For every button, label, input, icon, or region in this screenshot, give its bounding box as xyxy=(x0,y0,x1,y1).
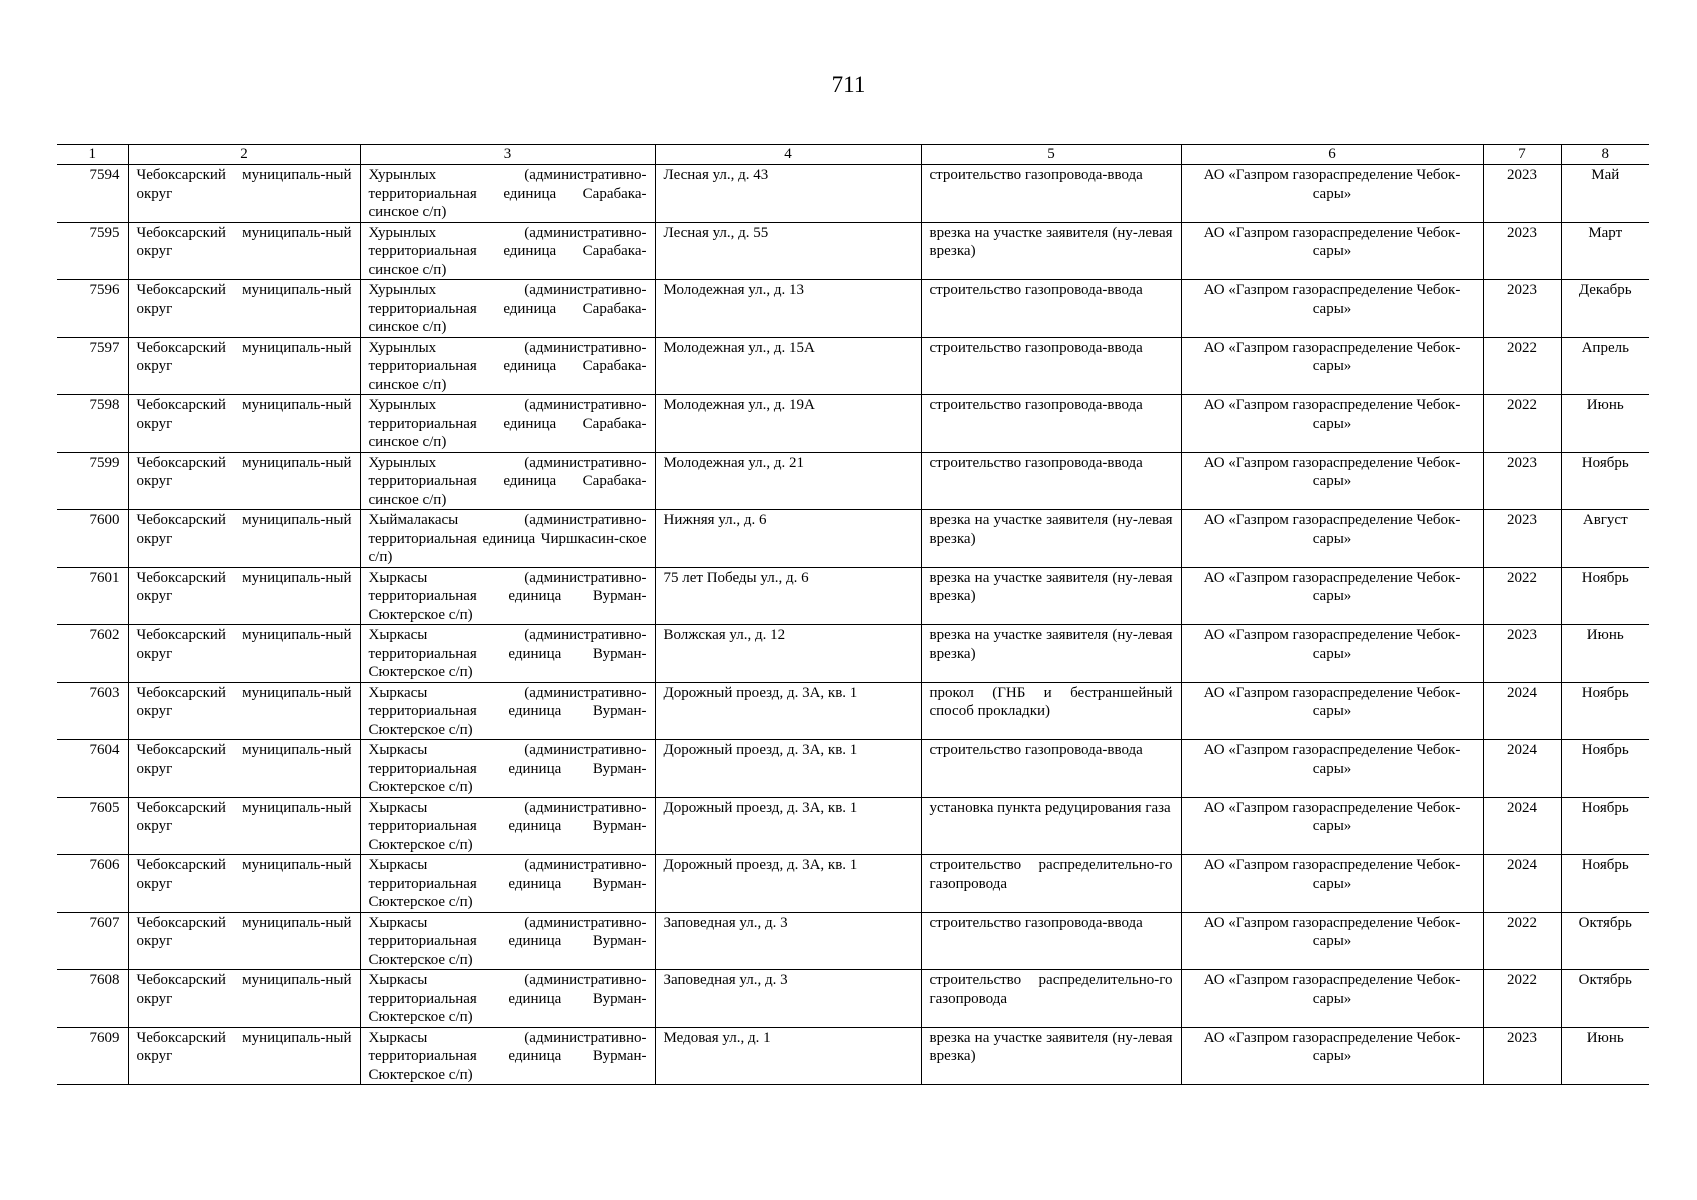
organization-cell: АО «Газпром газораспределение Чебок-сары» xyxy=(1181,855,1483,913)
header-col-8: 8 xyxy=(1561,145,1649,165)
work-type-cell: врезка на участке заявителя (ну-левая врезка) xyxy=(921,510,1181,568)
settlement-cell: Хыркасы (административно-территориальная единица Вурман-Сюктерское с/п) xyxy=(360,682,655,740)
row-number: 7606 xyxy=(57,855,128,913)
address-cell: Дорожный проезд, д. 3А, кв. 1 xyxy=(655,855,921,913)
work-type-cell: прокол (ГНБ и бестраншейный способ прокладки) xyxy=(921,682,1181,740)
month-cell: Ноябрь xyxy=(1561,740,1649,798)
row-number: 7603 xyxy=(57,682,128,740)
work-type-cell: строительство распределительно-го газопровода xyxy=(921,970,1181,1028)
year-cell: 2023 xyxy=(1483,510,1561,568)
table-body xyxy=(57,165,1649,1085)
month-cell: Август xyxy=(1561,510,1649,568)
row-number: 7608 xyxy=(57,970,128,1028)
month-cell: Июнь xyxy=(1561,1027,1649,1085)
registry-table xyxy=(57,144,1649,1085)
header-col-7: 7 xyxy=(1483,145,1561,165)
month-cell: Ноябрь xyxy=(1561,567,1649,625)
address-cell: Дорожный проезд, д. 3А, кв. 1 xyxy=(655,682,921,740)
month-cell: Октябрь xyxy=(1561,912,1649,970)
work-type-cell: строительство газопровода-ввода xyxy=(921,452,1181,510)
header-col-3: 3 xyxy=(360,145,655,165)
district-cell: Чебоксарский муниципаль-ный округ xyxy=(128,797,360,855)
year-cell: 2022 xyxy=(1483,337,1561,395)
year-cell: 2024 xyxy=(1483,682,1561,740)
month-cell: Ноябрь xyxy=(1561,682,1649,740)
month-cell: Ноябрь xyxy=(1561,452,1649,510)
work-type-cell: строительство газопровода-ввода xyxy=(921,912,1181,970)
address-cell: Медовая ул., д. 1 xyxy=(655,1027,921,1085)
header-row xyxy=(57,145,1649,165)
month-cell: Ноябрь xyxy=(1561,797,1649,855)
row-number: 7598 xyxy=(57,395,128,453)
address-cell: Молодежная ул., д. 15А xyxy=(655,337,921,395)
settlement-cell: Хыркасы (административно-территориальная единица Вурман-Сюктерское с/п) xyxy=(360,912,655,970)
district-cell: Чебоксарский муниципаль-ный округ xyxy=(128,1027,360,1085)
address-cell: 75 лет Победы ул., д. 6 xyxy=(655,567,921,625)
year-cell: 2022 xyxy=(1483,567,1561,625)
row-number: 7607 xyxy=(57,912,128,970)
row-number: 7605 xyxy=(57,797,128,855)
header-col-4: 4 xyxy=(655,145,921,165)
work-type-cell: врезка на участке заявителя (ну-левая врезка) xyxy=(921,567,1181,625)
table-row xyxy=(57,395,1649,453)
row-number: 7594 xyxy=(57,165,128,223)
header-col-5: 5 xyxy=(921,145,1181,165)
organization-cell: АО «Газпром газораспределение Чебок-сары» xyxy=(1181,970,1483,1028)
work-type-cell: врезка на участке заявителя (ну-левая врезка) xyxy=(921,625,1181,683)
organization-cell: АО «Газпром газораспределение Чебок-сары» xyxy=(1181,222,1483,280)
month-cell: Март xyxy=(1561,222,1649,280)
row-number: 7602 xyxy=(57,625,128,683)
district-cell: Чебоксарский муниципаль-ный округ xyxy=(128,912,360,970)
table-row xyxy=(57,1027,1649,1085)
work-type-cell: врезка на участке заявителя (ну-левая врезка) xyxy=(921,222,1181,280)
address-cell: Нижняя ул., д. 6 xyxy=(655,510,921,568)
settlement-cell: Хурынлых (административно-территориальная единица Сарабака-синское с/п) xyxy=(360,222,655,280)
year-cell: 2023 xyxy=(1483,280,1561,338)
work-type-cell: строительство газопровода-ввода xyxy=(921,395,1181,453)
page-number: 711 xyxy=(831,72,866,97)
organization-cell: АО «Газпром газораспределение Чебок-сары» xyxy=(1181,280,1483,338)
address-cell: Молодежная ул., д. 21 xyxy=(655,452,921,510)
settlement-cell: Хыркасы (административно-территориальная единица Вурман-Сюктерское с/п) xyxy=(360,625,655,683)
address-cell: Молодежная ул., д. 13 xyxy=(655,280,921,338)
district-cell: Чебоксарский муниципаль-ный округ xyxy=(128,280,360,338)
row-number: 7600 xyxy=(57,510,128,568)
district-cell: Чебоксарский муниципаль-ный округ xyxy=(128,970,360,1028)
month-cell: Июнь xyxy=(1561,625,1649,683)
organization-cell: АО «Газпром газораспределение Чебок-сары» xyxy=(1181,682,1483,740)
work-type-cell: строительство распределительно-го газопровода xyxy=(921,855,1181,913)
settlement-cell: Хыркасы (административно-территориальная единица Вурман-Сюктерское с/п) xyxy=(360,740,655,798)
address-cell: Молодежная ул., д. 19А xyxy=(655,395,921,453)
organization-cell: АО «Газпром газораспределение Чебок-сары» xyxy=(1181,912,1483,970)
year-cell: 2023 xyxy=(1483,625,1561,683)
table-row xyxy=(57,740,1649,798)
work-type-cell: установка пункта редуцирования газа xyxy=(921,797,1181,855)
organization-cell: АО «Газпром газораспределение Чебок-сары» xyxy=(1181,797,1483,855)
organization-cell: АО «Газпром газораспределение Чебок-сары» xyxy=(1181,337,1483,395)
district-cell: Чебоксарский муниципаль-ный округ xyxy=(128,395,360,453)
table-row xyxy=(57,510,1649,568)
month-cell: Май xyxy=(1561,165,1649,223)
district-cell: Чебоксарский муниципаль-ный округ xyxy=(128,855,360,913)
row-number: 7596 xyxy=(57,280,128,338)
address-cell: Дорожный проезд, д. 3А, кв. 1 xyxy=(655,740,921,798)
work-type-cell: строительство газопровода-ввода xyxy=(921,740,1181,798)
table-row xyxy=(57,222,1649,280)
settlement-cell: Хыркасы (административно-территориальная единица Вурман-Сюктерское с/п) xyxy=(360,567,655,625)
settlement-cell: Хурынлых (административно-территориальная единица Сарабака-синское с/п) xyxy=(360,337,655,395)
address-cell: Заповедная ул., д. 3 xyxy=(655,970,921,1028)
address-cell: Лесная ул., д. 55 xyxy=(655,222,921,280)
settlement-cell: Хыркасы (административно-территориальная единица Вурман-Сюктерское с/п) xyxy=(360,1027,655,1085)
settlement-cell: Хурынлых (административно-территориальная единица Сарабака-синское с/п) xyxy=(360,165,655,223)
work-type-cell: врезка на участке заявителя (ну-левая врезка) xyxy=(921,1027,1181,1085)
organization-cell: АО «Газпром газораспределение Чебок-сары» xyxy=(1181,395,1483,453)
month-cell: Декабрь xyxy=(1561,280,1649,338)
month-cell: Октябрь xyxy=(1561,970,1649,1028)
organization-cell: АО «Газпром газораспределение Чебок-сары» xyxy=(1181,165,1483,223)
address-cell: Лесная ул., д. 43 xyxy=(655,165,921,223)
year-cell: 2022 xyxy=(1483,395,1561,453)
district-cell: Чебоксарский муниципаль-ный округ xyxy=(128,222,360,280)
settlement-cell: Хурынлых (административно-территориальная единица Сарабака-синское с/п) xyxy=(360,452,655,510)
settlement-cell: Хыймалакасы (административно-территориальная единица Чиршкасин-ское с/п) xyxy=(360,510,655,568)
year-cell: 2023 xyxy=(1483,452,1561,510)
address-cell: Дорожный проезд, д. 3А, кв. 1 xyxy=(655,797,921,855)
settlement-cell: Хыркасы (административно-территориальная единица Вурман-Сюктерское с/п) xyxy=(360,855,655,913)
table-row xyxy=(57,970,1649,1028)
table-row xyxy=(57,797,1649,855)
organization-cell: АО «Газпром газораспределение Чебок-сары» xyxy=(1181,625,1483,683)
table-header xyxy=(57,145,1649,165)
organization-cell: АО «Газпром газораспределение Чебок-сары» xyxy=(1181,452,1483,510)
district-cell: Чебоксарский муниципаль-ный округ xyxy=(128,567,360,625)
year-cell: 2024 xyxy=(1483,740,1561,798)
month-cell: Апрель xyxy=(1561,337,1649,395)
row-number: 7599 xyxy=(57,452,128,510)
district-cell: Чебоксарский муниципаль-ный округ xyxy=(128,682,360,740)
district-cell: Чебоксарский муниципаль-ный округ xyxy=(128,337,360,395)
settlement-cell: Хурынлых (административно-территориальная единица Сарабака-синское с/п) xyxy=(360,395,655,453)
year-cell: 2023 xyxy=(1483,165,1561,223)
organization-cell: АО «Газпром газораспределение Чебок-сары» xyxy=(1181,1027,1483,1085)
settlement-cell: Хыркасы (административно-территориальная единица Вурман-Сюктерское с/п) xyxy=(360,970,655,1028)
year-cell: 2022 xyxy=(1483,970,1561,1028)
organization-cell: АО «Газпром газораспределение Чебок-сары» xyxy=(1181,510,1483,568)
year-cell: 2024 xyxy=(1483,855,1561,913)
year-cell: 2023 xyxy=(1483,222,1561,280)
table-row xyxy=(57,567,1649,625)
district-cell: Чебоксарский муниципаль-ный округ xyxy=(128,740,360,798)
district-cell: Чебоксарский муниципаль-ный округ xyxy=(128,165,360,223)
settlement-cell: Хурынлых (административно-территориальная единица Сарабака-синское с/п) xyxy=(360,280,655,338)
table-row xyxy=(57,452,1649,510)
table-row xyxy=(57,912,1649,970)
table-row xyxy=(57,855,1649,913)
organization-cell: АО «Газпром газораспределение Чебок-сары» xyxy=(1181,567,1483,625)
header-col-2: 2 xyxy=(128,145,360,165)
organization-cell: АО «Газпром газораспределение Чебок-сары» xyxy=(1181,740,1483,798)
address-cell: Заповедная ул., д. 3 xyxy=(655,912,921,970)
table-row xyxy=(57,682,1649,740)
district-cell: Чебоксарский муниципаль-ный округ xyxy=(128,452,360,510)
settlement-cell: Хыркасы (административно-территориальная единица Вурман-Сюктерское с/п) xyxy=(360,797,655,855)
work-type-cell: строительство газопровода-ввода xyxy=(921,337,1181,395)
table-row xyxy=(57,280,1649,338)
row-number: 7601 xyxy=(57,567,128,625)
year-cell: 2024 xyxy=(1483,797,1561,855)
header-col-1: 1 xyxy=(57,145,128,165)
district-cell: Чебоксарский муниципаль-ный округ xyxy=(128,510,360,568)
month-cell: Ноябрь xyxy=(1561,855,1649,913)
row-number: 7595 xyxy=(57,222,128,280)
district-cell: Чебоксарский муниципаль-ный округ xyxy=(128,625,360,683)
work-type-cell: строительство газопровода-ввода xyxy=(921,280,1181,338)
row-number: 7597 xyxy=(57,337,128,395)
address-cell: Волжская ул., д. 12 xyxy=(655,625,921,683)
header-col-6: 6 xyxy=(1181,145,1483,165)
work-type-cell: строительство газопровода-ввода xyxy=(921,165,1181,223)
row-number: 7604 xyxy=(57,740,128,798)
table-row xyxy=(57,337,1649,395)
year-cell: 2023 xyxy=(1483,1027,1561,1085)
month-cell: Июнь xyxy=(1561,395,1649,453)
row-number: 7609 xyxy=(57,1027,128,1085)
table-row xyxy=(57,165,1649,223)
year-cell: 2022 xyxy=(1483,912,1561,970)
table-row xyxy=(57,625,1649,683)
